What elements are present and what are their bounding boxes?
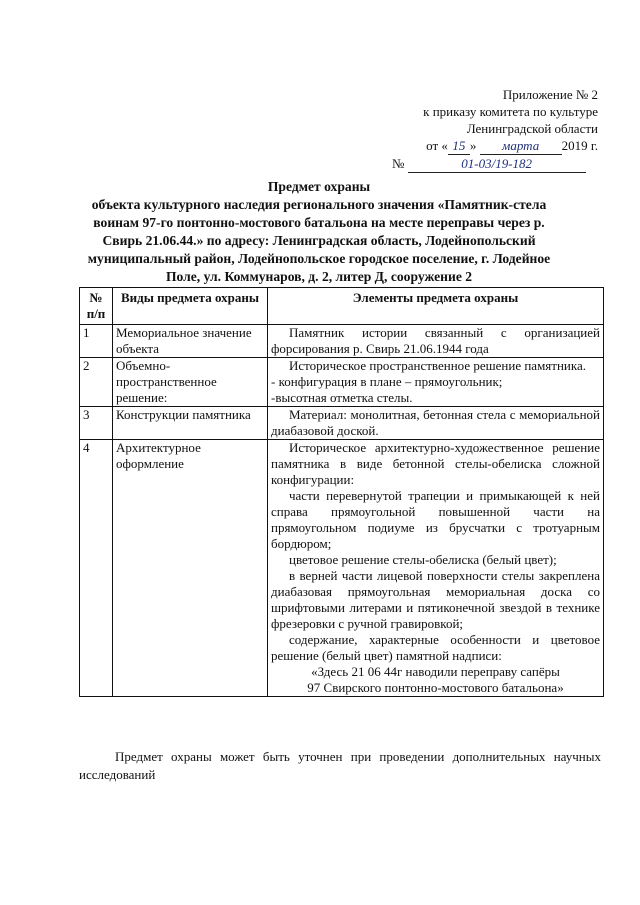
row-type: Объемно-пространственное решение:: [113, 358, 268, 407]
element-text: -высотная отметка стелы.: [271, 390, 413, 405]
header-type: Виды предмета охраны: [113, 288, 268, 325]
document-heading: Предмет охраны: [267, 179, 371, 194]
table-row: [80, 325, 604, 358]
header-number: № п/п: [80, 288, 113, 325]
table-row: [80, 440, 604, 697]
date-year: 2019 г.: [561, 138, 598, 153]
date-day-handwritten: 15: [448, 137, 470, 155]
element-text: - конфигурация в плане – прямоугольник;: [271, 374, 503, 389]
document-subtitle: объекта культурного наследия регионального значения «Памятник-стела воинам 97-го понтонно-мостового батальона на месте переправы через р. Свирь 21.06.44.» по адресу: Ленинградская область, Лодейнопольский муниципальный район, Лодейнопольское городское поселение, г. Лодейное Поле, ул. Коммунаров, д. 2, литер Д, сооружение 2: [87, 197, 551, 284]
number-prefix: №: [392, 156, 405, 171]
document-title-block: [86, 178, 552, 286]
row-elements: [268, 440, 604, 697]
row-type: Мемориальное значение объекта: [113, 325, 268, 358]
date-prefix: от «: [426, 138, 448, 153]
row-number: 1: [80, 325, 113, 358]
element-text: в верней части лицевой поверхности стелы закреплена диабазовая прямоугольная мемориальная доска со шрифтовыми литерами и пятиконечной звездой в технике фрезеровки с ручной гравировкой;: [271, 568, 600, 631]
date-mid: »: [469, 138, 477, 153]
appendix-order-line: к приказу комитета по культуре: [423, 104, 598, 119]
appendix-number-line: [392, 155, 598, 173]
row-elements: [268, 407, 604, 440]
element-text: Историческое архитектурно-художественное решение памятника в виде бетонной стелы-обелиска сложной конфигурации:: [271, 440, 600, 487]
appendix-date-line: [392, 137, 598, 155]
element-text: цветовое решение стелы-обелиска (белый цвет);: [289, 552, 557, 567]
row-number: 3: [80, 407, 113, 440]
element-text: Памятник истории связанный с организацией форсирования р. Свирь 21.06.1944 года: [271, 325, 600, 356]
element-text: Материал: монолитная, бетонная стела с мемориальной диабазовой доской.: [271, 407, 600, 438]
header-elements: Элементы предмета охраны: [268, 288, 604, 325]
date-month-handwritten: марта: [480, 137, 562, 155]
row-number: 4: [80, 440, 113, 697]
protection-table: [79, 287, 604, 697]
row-type: Конструкции памятника: [113, 407, 268, 440]
table-row: [80, 358, 604, 407]
appendix-region-line: Ленинградской области: [466, 121, 598, 136]
row-elements: [268, 325, 604, 358]
appendix-block: [392, 86, 598, 173]
inscription-line: 97 Свирского понтонно-мостового батальона»: [307, 680, 564, 695]
appendix-title: Приложение № 2: [502, 87, 598, 102]
footer-note: Предмет охраны может быть уточнен при проведении дополнительных научных исследований: [79, 749, 601, 782]
table-row: [80, 407, 604, 440]
order-number-handwritten: 01-03/19-182: [408, 155, 586, 173]
row-type: Архитектурное оформление: [113, 440, 268, 697]
row-elements: [268, 358, 604, 407]
element-text: части перевернутой трапеции и примыкающей к ней справа прямоугольной повышенной части на прямоугольном подиуме из брусчатки с тротуарным бордюром;: [271, 488, 600, 551]
element-text: Историческое пространственное решение памятника.: [289, 358, 587, 373]
inscription-line: «Здесь 21 06 44г наводили переправу сапёры: [311, 664, 560, 679]
row-number: 2: [80, 358, 113, 407]
table-header-row: [80, 288, 604, 325]
element-text: содержание, характерные особенности и цветовое решение (белый цвет) памятной надписи:: [271, 632, 600, 663]
